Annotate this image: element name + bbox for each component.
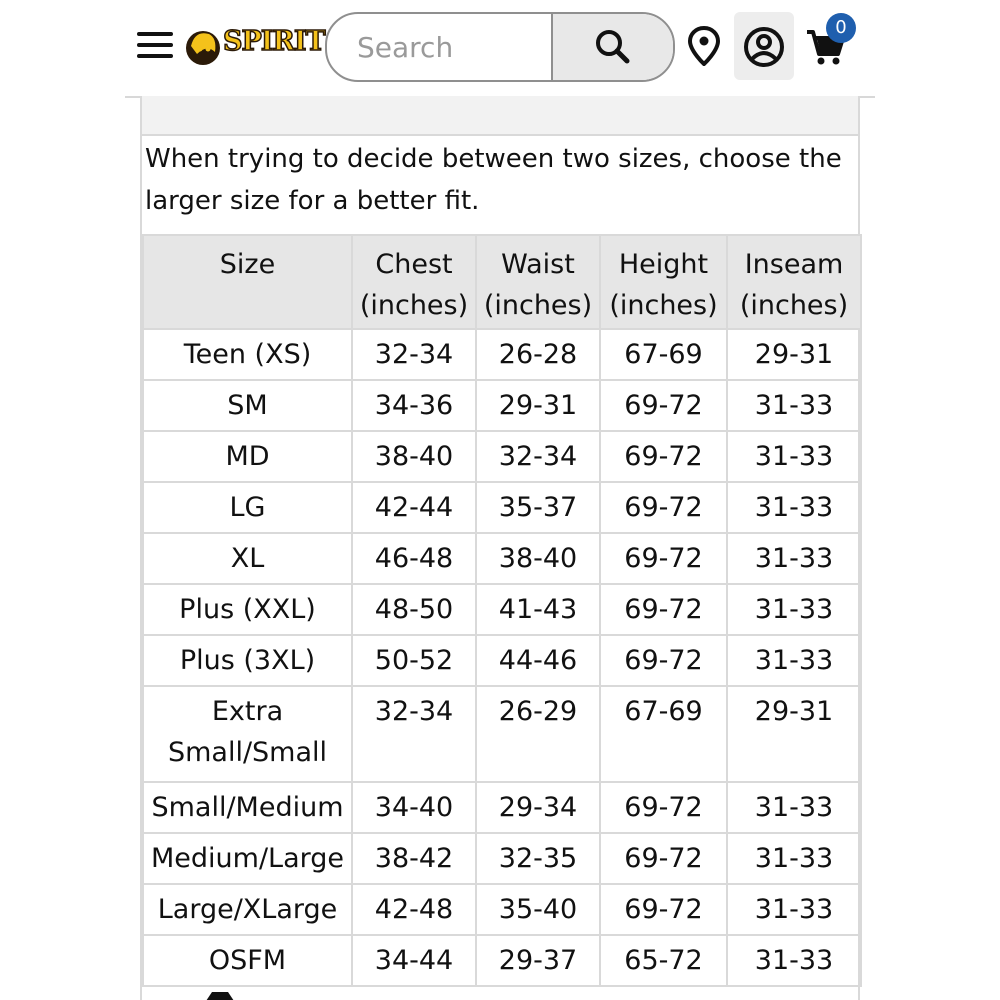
inseam-cell: 29-31 (727, 686, 861, 782)
table-header-row (143, 235, 861, 329)
column-label: Chest (375, 249, 453, 280)
table-row (143, 482, 861, 533)
height-cell: 69-72 (600, 431, 727, 482)
chest-cell: 38-42 (352, 833, 476, 884)
size-cell: SM (143, 380, 352, 431)
brand-name: SPIRIT (223, 26, 325, 57)
height-cell: 67-69 (600, 329, 727, 380)
size-chart-table (142, 234, 862, 987)
size-cell: Medium/Large (143, 833, 352, 884)
column-unit: (inches) (359, 290, 469, 321)
table-row (143, 686, 861, 782)
table-row (143, 935, 861, 986)
size-chart-panel (140, 96, 860, 1000)
waist-cell: 41-43 (476, 584, 600, 635)
column-label: Waist (501, 249, 575, 280)
inseam-cell: 31-33 (727, 584, 861, 635)
inseam-cell: 31-33 (727, 431, 861, 482)
chest-cell: 34-36 (352, 380, 476, 431)
chest-cell: 48-50 (352, 584, 476, 635)
account-button[interactable] (734, 12, 794, 80)
waist-cell: 26-29 (476, 686, 600, 782)
account-icon (743, 26, 785, 68)
height-cell: 67-69 (600, 686, 727, 782)
spirit-logo[interactable] (183, 24, 325, 68)
waist-cell: 32-34 (476, 431, 600, 482)
chest-cell: 34-44 (352, 935, 476, 986)
column-unit: (inches) (609, 290, 718, 321)
search-input[interactable] (327, 14, 549, 80)
height-cell: 69-72 (600, 482, 727, 533)
cart-count-badge: 0 (826, 13, 856, 43)
height-cell: 69-72 (600, 533, 727, 584)
inseam-cell: 31-33 (727, 884, 861, 935)
size-cell: Extra Small/Small (143, 686, 352, 782)
height-cell: 69-72 (600, 782, 727, 833)
waist-cell: 35-37 (476, 482, 600, 533)
column-header-height (600, 235, 727, 329)
table-row (143, 833, 861, 884)
column-unit: (inches) (483, 290, 593, 321)
height-cell: 69-72 (600, 380, 727, 431)
size-cell: XL (143, 533, 352, 584)
waist-cell: 26-28 (476, 329, 600, 380)
table-row (143, 782, 861, 833)
chest-cell: 42-48 (352, 884, 476, 935)
size-cell: MD (143, 431, 352, 482)
column-unit: (inches) (739, 290, 849, 321)
waist-cell: 29-31 (476, 380, 600, 431)
table-row (143, 380, 861, 431)
column-label: Size (219, 249, 276, 280)
table-row (143, 533, 861, 584)
table-row (143, 431, 861, 482)
waist-cell: 29-37 (476, 935, 600, 986)
logo-icon (183, 24, 223, 68)
size-chart-header (142, 96, 858, 136)
search-icon (593, 27, 633, 67)
height-cell: 69-72 (600, 584, 727, 635)
table-row (143, 884, 861, 935)
column-label: Inseam (744, 249, 844, 280)
height-cell: 69-72 (600, 635, 727, 686)
chest-cell: 32-34 (352, 329, 476, 380)
inseam-cell: 31-33 (727, 380, 861, 431)
search-button[interactable] (551, 14, 675, 80)
waist-cell: 44-46 (476, 635, 600, 686)
menu-icon[interactable] (137, 32, 173, 60)
height-cell: 65-72 (600, 935, 727, 986)
height-cell: 69-72 (600, 833, 727, 884)
size-cell: Plus (3XL) (143, 635, 352, 686)
inseam-cell: 31-33 (727, 635, 861, 686)
chest-cell: 38-40 (352, 431, 476, 482)
table-row (143, 329, 861, 380)
search-bar (325, 12, 675, 82)
site-header (125, 0, 875, 98)
chest-cell: 50-52 (352, 635, 476, 686)
size-cell: Large/XLarge (143, 884, 352, 935)
table-row (143, 584, 861, 635)
chest-cell: 32-34 (352, 686, 476, 782)
size-advice-note: When trying to decide between two sizes, choose the larger size for a better fit. (145, 144, 842, 216)
chest-cell: 42-44 (352, 482, 476, 533)
column-header-waist (476, 235, 600, 329)
inseam-cell: 31-33 (727, 533, 861, 584)
size-cell: Teen (XS) (143, 329, 352, 380)
height-cell: 69-72 (600, 884, 727, 935)
waist-cell: 38-40 (476, 533, 600, 584)
chest-cell: 34-40 (352, 782, 476, 833)
waist-cell: 35-40 (476, 884, 600, 935)
waist-cell: 29-34 (476, 782, 600, 833)
inseam-cell: 31-33 (727, 482, 861, 533)
inseam-cell: 29-31 (727, 329, 861, 380)
column-header-size (143, 235, 352, 329)
inseam-cell: 31-33 (727, 935, 861, 986)
size-cell: OSFM (143, 935, 352, 986)
size-cell: Plus (XXL) (143, 584, 352, 635)
inseam-cell: 31-33 (727, 833, 861, 884)
column-header-chest (352, 235, 476, 329)
column-label: Height (618, 249, 709, 280)
chest-cell: 46-48 (352, 533, 476, 584)
location-icon[interactable] (687, 26, 721, 66)
partial-icon (202, 989, 238, 1000)
size-cell: LG (143, 482, 352, 533)
size-cell: Small/Medium (143, 782, 352, 833)
waist-cell: 32-35 (476, 833, 600, 884)
inseam-cell: 31-33 (727, 782, 861, 833)
table-row (143, 635, 861, 686)
column-header-inseam (727, 235, 861, 329)
